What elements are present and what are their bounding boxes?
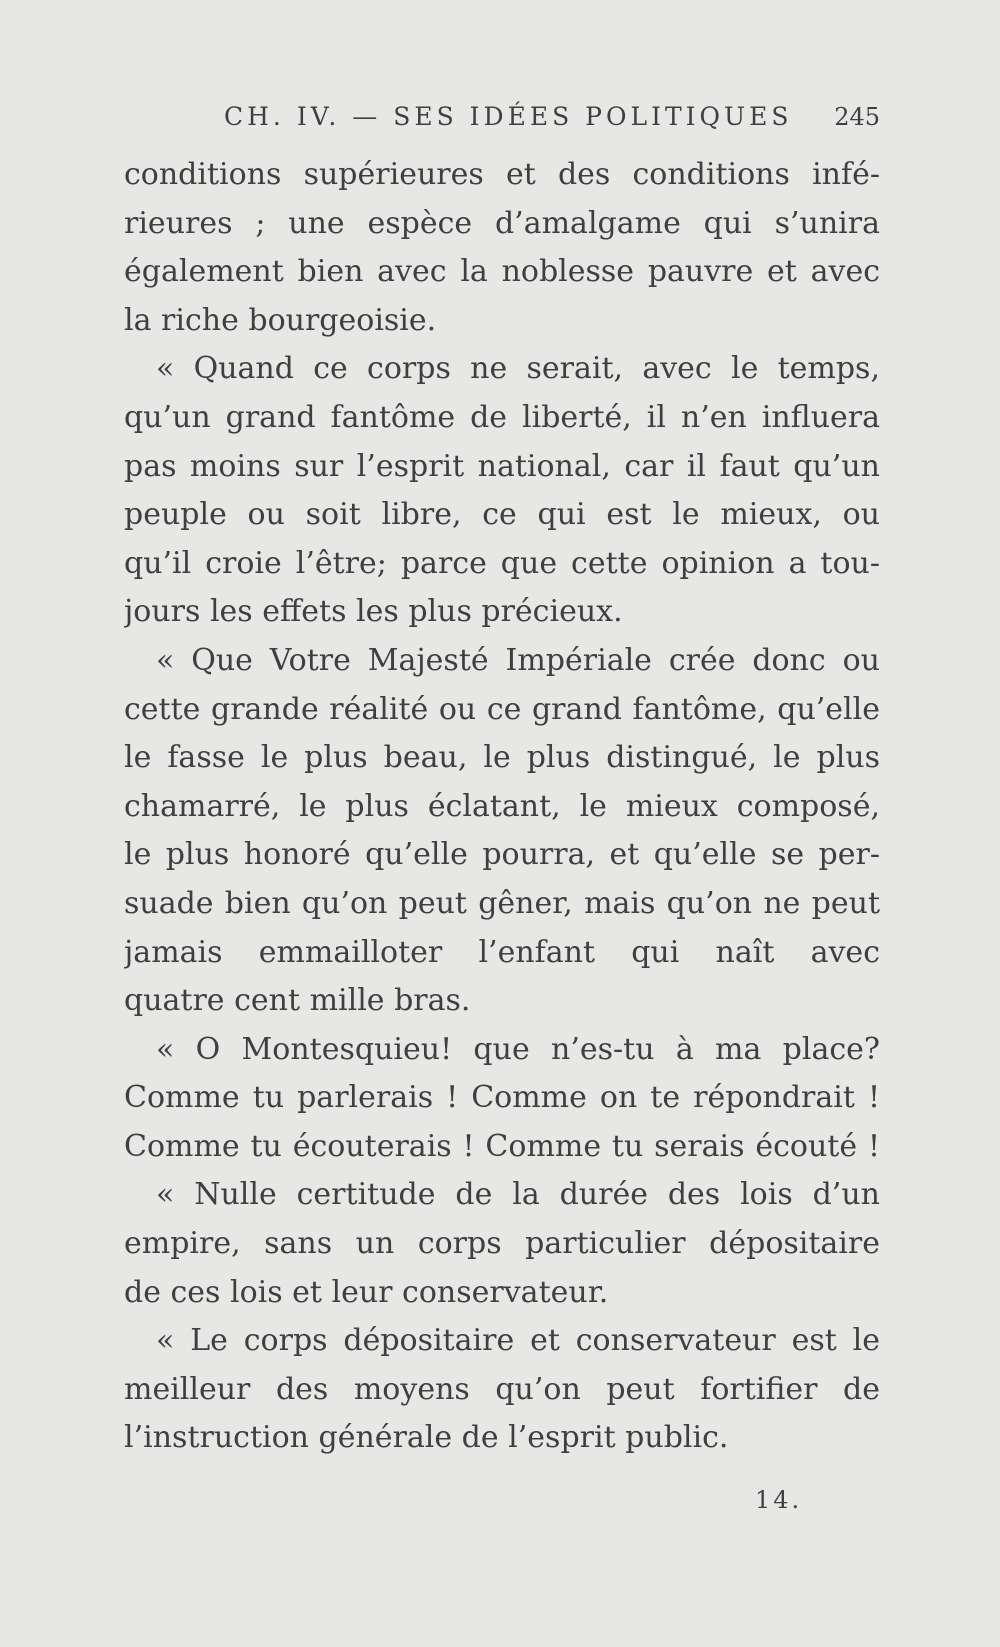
text-line: chamarré, le plus éclatant, le mieux composé, [124, 788, 880, 824]
text-line: également bien avec la noblesse pauvre et avec [124, 254, 880, 290]
text-line: le fasse le plus beau, le plus distingué, le plus [124, 740, 880, 776]
text-line: conditions supérieures et des conditions infé- [124, 157, 880, 192]
text-line: qu’un grand fantôme de liberté, il n’en influera [124, 399, 880, 435]
text-line: qu’il croie l’être; parce que cette opinion a tou- [124, 545, 880, 581]
text-line: meilleur des moyens qu’on peut fortifier de [124, 1371, 880, 1407]
text-line: « Le corps dépositaire et conservateur est le [156, 1323, 880, 1359]
text-line: peuple ou soit libre, ce qui est le mieux, ou [124, 497, 880, 533]
text-line: cette grande réalité ou ce grand fantôme, qu’elle [124, 691, 880, 727]
text-line: le plus honoré qu’elle pourra, et qu’elle se per- [124, 837, 880, 873]
text-line: Comme tu écouterais ! Comme tu serais écouté ! [124, 1128, 880, 1164]
running-header [128, 96, 880, 138]
signature-mark: 14. [755, 1486, 803, 1514]
text-line: « O Montesquieu! que n’es-tu à ma place? [156, 1031, 880, 1067]
text-line: l’instruction générale de l’esprit public. [124, 1420, 729, 1456]
text-line: rieures ; une espèce d’amalgame qui s’unira [124, 205, 880, 241]
text-line: « Que Votre Majesté Impériale crée donc ou [156, 642, 880, 678]
text-line: la riche bourgeoisie. [124, 302, 437, 338]
body-text [124, 151, 880, 1463]
text-line: empire, sans un corps particulier dépositaire [124, 1226, 880, 1262]
text-line: pas moins sur l’esprit national, car il faut qu’un [124, 448, 880, 484]
text-line: « Quand ce corps ne serait, avec le temps, [156, 351, 880, 387]
chapter-heading: CH. IV. — SES IDÉES POLITIQUES [224, 102, 793, 131]
text-line: jamais emmailloter l’enfant qui naît avec [124, 934, 880, 970]
text-line: « Nulle certitude de la durée des lois d’un [156, 1177, 880, 1213]
text-line: quatre cent mille bras. [124, 983, 471, 1019]
text-line: Comme tu parlerais ! Comme on te répondrait ! [124, 1080, 880, 1116]
text-line: suade bien qu’on peut gêner, mais qu’on ne peut [124, 885, 880, 921]
text-line: de ces lois et leur conservateur. [124, 1274, 609, 1310]
text-line: jours les effets les plus précieux. [124, 594, 623, 630]
page-number: 245 [834, 103, 880, 131]
